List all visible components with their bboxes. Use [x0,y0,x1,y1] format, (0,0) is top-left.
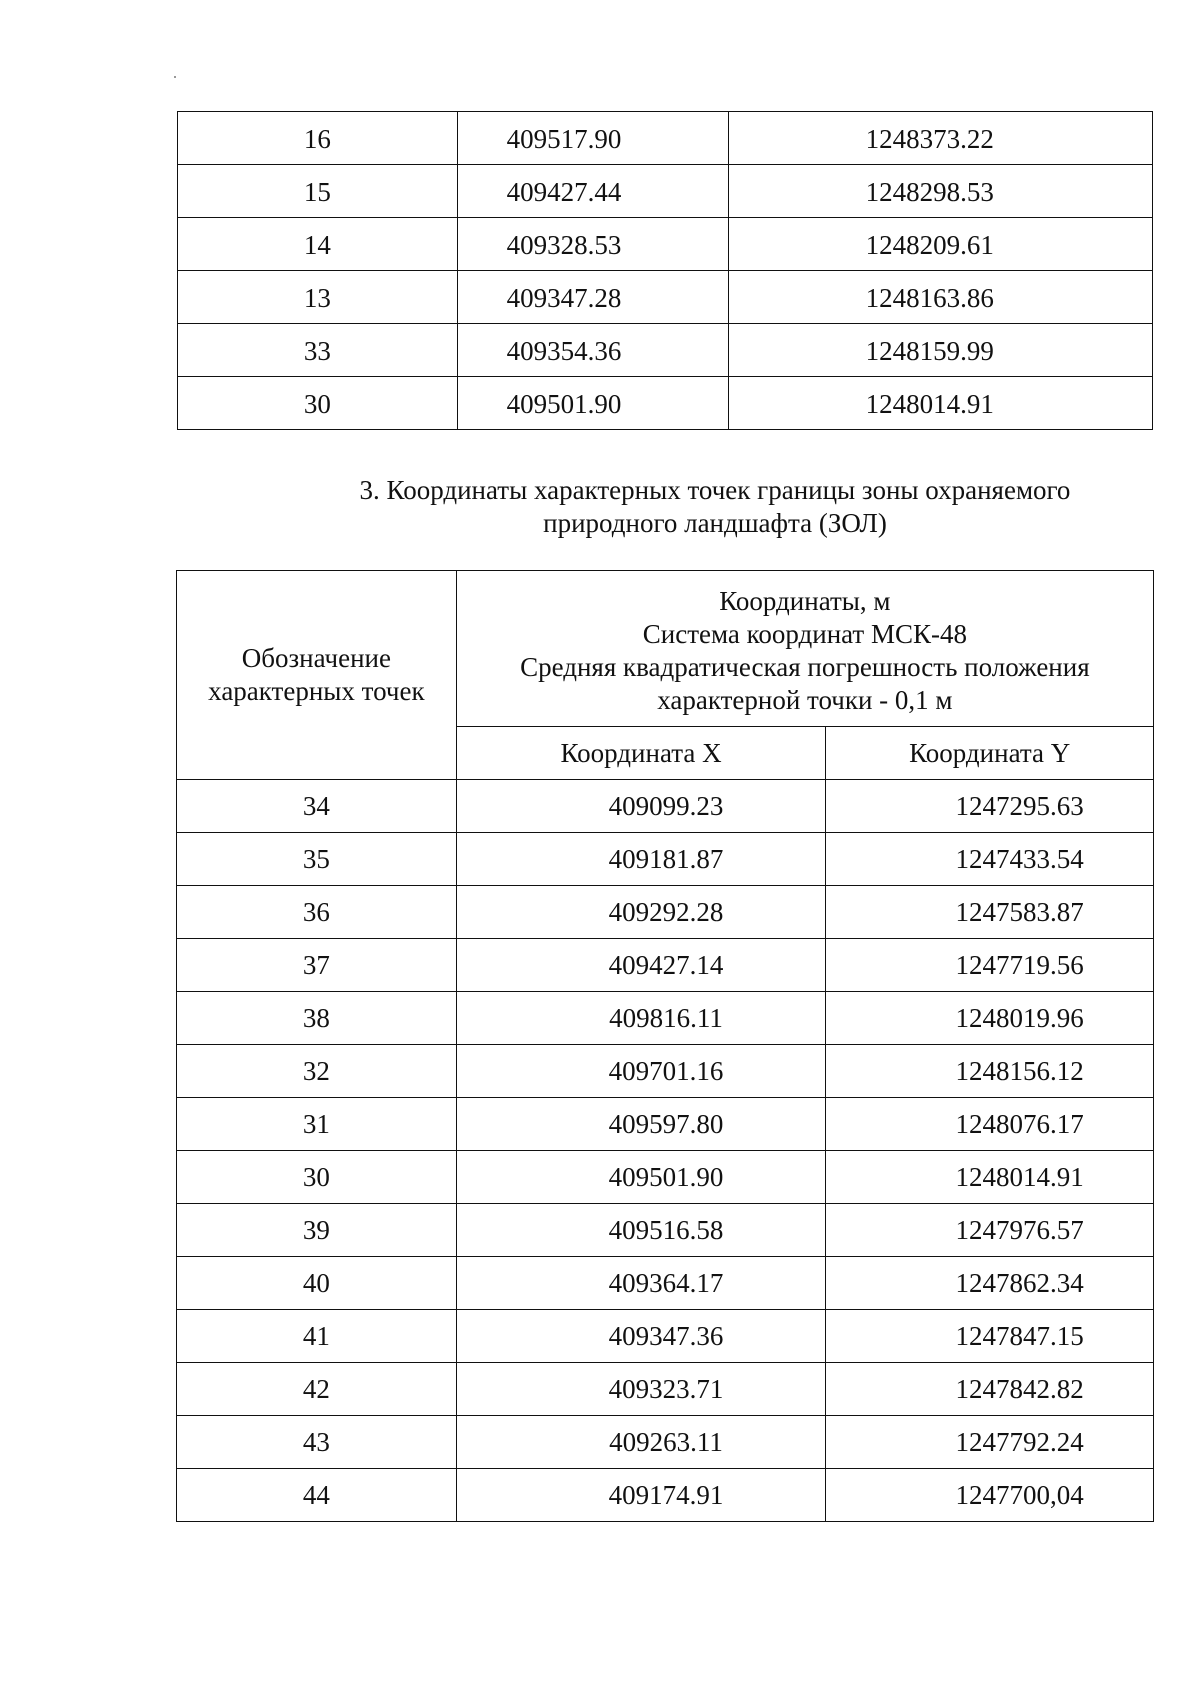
x-cell: 409501.90 [457,377,729,430]
point-cell: 39 [177,1204,457,1257]
point-cell: 35 [177,833,457,886]
table-row [177,1363,1154,1416]
table-row [177,1257,1154,1310]
table-row [177,939,1154,992]
y-cell: 1247847.15 [826,1310,1154,1363]
y-cell: 1247583.87 [826,886,1154,939]
x-cell: 409517.90 [457,112,729,165]
section-heading-line-2: природного ландшафта (ЗОЛ) [543,508,887,538]
x-cell: 409263.11 [456,1416,826,1469]
point-cell: 15 [178,165,458,218]
table-row [177,886,1154,939]
y-cell: 1248209.61 [729,218,1153,271]
x-cell: 409816.11 [456,992,826,1045]
table-row [177,1151,1154,1204]
table-row [177,1204,1154,1257]
table-row [178,112,1153,165]
x-cell: 409099.23 [456,780,826,833]
point-cell: 41 [177,1310,457,1363]
table-header-row [177,571,1154,727]
point-cell: 38 [177,992,457,1045]
section-heading [177,474,1200,540]
y-cell: 1247792.24 [826,1416,1154,1469]
y-cell: 1247295.63 [826,780,1154,833]
point-cell: 44 [177,1469,457,1522]
x-cell: 409427.44 [457,165,729,218]
y-cell: 1248298.53 [729,165,1153,218]
point-cell: 14 [178,218,458,271]
y-cell: 1247976.57 [826,1204,1154,1257]
x-cell: 409292.28 [456,886,826,939]
point-cell: 40 [177,1257,457,1310]
y-cell: 1247719.56 [826,939,1154,992]
table-row [177,1098,1154,1151]
x-cell: 409427.14 [456,939,826,992]
section-heading-line-1: 3. Координаты характерных точек границы зоны охраняемого [359,475,1071,505]
x-cell: 409501.90 [456,1151,826,1204]
table-row [177,1416,1154,1469]
table-row [178,218,1153,271]
y-cell: 1247700,04 [826,1469,1154,1522]
point-cell: 32 [177,1045,457,1098]
x-cell: 409597.80 [456,1098,826,1151]
y-cell: 1248159.99 [729,324,1153,377]
point-cell: 43 [177,1416,457,1469]
y-cell: 1248014.91 [729,377,1153,430]
coordinates-header: Координаты, м Система координат МСК-48 Средняя квадратическая погрешность положения характерной точки - 0,1 м [456,571,1153,727]
x-cell: 409364.17 [456,1257,826,1310]
y-cell: 1248014.91 [826,1151,1154,1204]
point-cell: 34 [177,780,457,833]
point-cell: 36 [177,886,457,939]
table-row [178,377,1153,430]
point-cell: 31 [177,1098,457,1151]
scan-speck [174,76,176,78]
point-cell: 30 [177,1151,457,1204]
y-cell: 1247862.34 [826,1257,1154,1310]
x-cell: 409181.87 [456,833,826,886]
y-cell: 1247433.54 [826,833,1154,886]
x-cell: 409516.58 [456,1204,826,1257]
x-cell: 409328.53 [457,218,729,271]
x-cell: 409323.71 [456,1363,826,1416]
y-cell: 1248019.96 [826,992,1154,1045]
point-designation-header: Обозначение характерных точек [177,571,457,780]
table-row [178,271,1153,324]
table-row [177,1310,1154,1363]
point-cell: 30 [178,377,458,430]
table-row [177,992,1154,1045]
y-cell: 1247842.82 [826,1363,1154,1416]
table-row [177,1469,1154,1522]
table-row [178,165,1153,218]
x-cell: 409701.16 [456,1045,826,1098]
x-cell: 409347.36 [456,1310,826,1363]
table-row [177,833,1154,886]
point-cell: 42 [177,1363,457,1416]
y-cell: 1248163.86 [729,271,1153,324]
y-cell: 1248373.22 [729,112,1153,165]
point-cell: 13 [178,271,458,324]
x-cell: 409354.36 [457,324,729,377]
table-row [177,780,1154,833]
table-row [177,1045,1154,1098]
y-cell: 1248076.17 [826,1098,1154,1151]
y-cell: 1248156.12 [826,1045,1154,1098]
point-cell: 16 [178,112,458,165]
x-cell: 409174.91 [456,1469,826,1522]
x-cell: 409347.28 [457,271,729,324]
y-column-header: Координата Y [826,727,1154,780]
point-cell: 33 [178,324,458,377]
coordinates-table-continuation [177,111,1153,430]
point-cell: 37 [177,939,457,992]
zol-coordinates-table [176,570,1154,1522]
table-row [178,324,1153,377]
x-column-header: Координата X [456,727,826,780]
